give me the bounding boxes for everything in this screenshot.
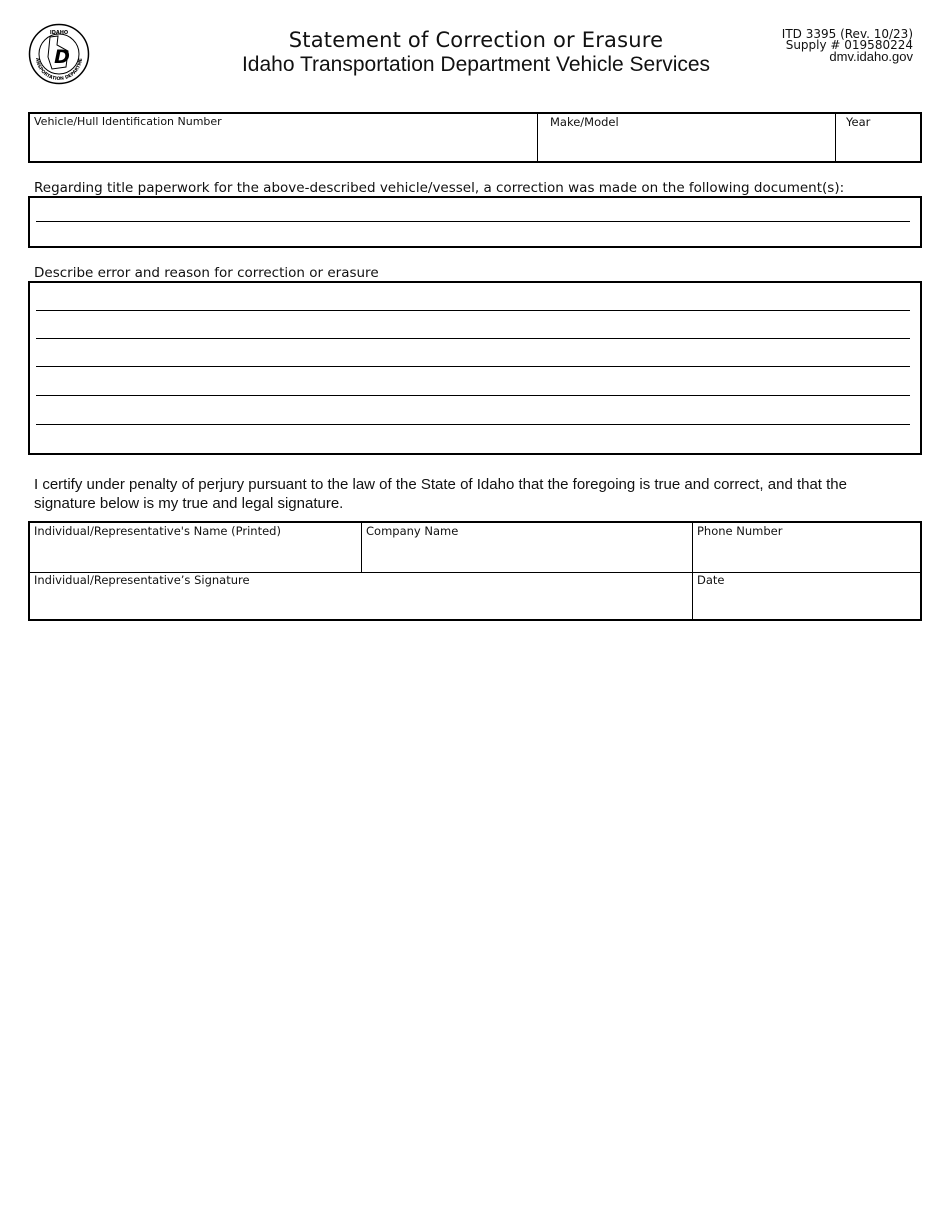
writing-line xyxy=(36,395,910,396)
documents-field[interactable] xyxy=(28,196,922,248)
reason-prompt: Describe error and reason for correction or erasure xyxy=(34,265,379,281)
make-model-label: Make/Model xyxy=(550,115,619,129)
reason-field[interactable] xyxy=(28,281,922,455)
itd-logo xyxy=(28,23,90,85)
vehicle-info-box xyxy=(28,112,922,163)
certification-statement: I certify under penalty of perjury pursuant to the law of the State of Idaho that the foregoing is true and correct, and that the signature below is my true and legal signature. xyxy=(34,476,847,512)
company-name-field[interactable] xyxy=(362,523,692,572)
printed-name-field[interactable] xyxy=(30,523,361,572)
company-name-label: Company Name xyxy=(366,524,459,538)
phone-number-field[interactable] xyxy=(693,523,922,572)
form-subtitle: Idaho Transportation Department Vehicle Services xyxy=(241,53,711,76)
writing-line xyxy=(36,310,910,311)
writing-line xyxy=(36,366,910,367)
logo-letter: D xyxy=(54,46,70,68)
signature-field[interactable] xyxy=(30,573,692,621)
logo-dept-text: ANSPORTATION DEPARTME xyxy=(33,57,84,83)
writing-line xyxy=(36,424,910,425)
signer-info-box xyxy=(28,521,922,621)
year-field[interactable] xyxy=(836,114,922,161)
supply-number: Supply # 019580224 xyxy=(785,38,913,52)
divider xyxy=(361,523,362,572)
vin-label: Vehicle/Hull Identification Number xyxy=(34,115,222,128)
printed-name-label: Individual/Representative's Name (Printed) xyxy=(34,524,281,538)
phone-number-label: Phone Number xyxy=(697,524,783,538)
form-title: Statement of Correction or Erasure xyxy=(288,28,664,52)
writing-line xyxy=(36,221,910,222)
vin-field[interactable] xyxy=(30,114,538,161)
year-label: Year xyxy=(846,115,871,129)
date-label: Date xyxy=(697,573,725,587)
documents-prompt: Regarding title paperwork for the above-described vehicle/vessel, a correction was made on the following document(s): xyxy=(34,180,845,196)
website-link[interactable]: dmv.idaho.gov xyxy=(829,49,913,64)
writing-line xyxy=(36,338,910,339)
make-model-field[interactable] xyxy=(538,114,836,161)
form-number: ITD 3395 (Rev. 10/23) xyxy=(781,27,913,41)
signature-label: Individual/Representative’s Signature xyxy=(34,573,250,587)
date-field[interactable] xyxy=(693,573,922,621)
logo-agency-text: IDAHO xyxy=(49,30,69,36)
